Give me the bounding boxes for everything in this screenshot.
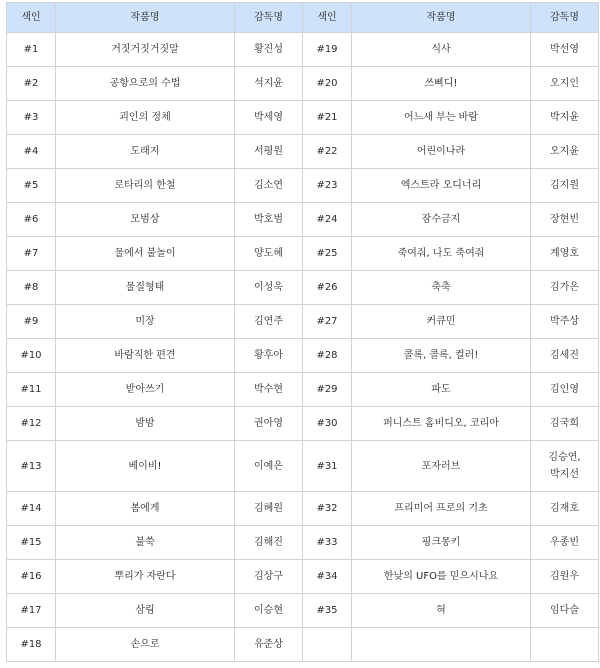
header-row: [7, 3, 599, 33]
director-cell: 권아영: [235, 407, 303, 441]
table-row: [7, 135, 599, 169]
title-cell: 축축: [352, 271, 531, 305]
index-cell: #5: [7, 169, 56, 203]
index-cell: [303, 628, 352, 662]
table-row: [7, 492, 599, 526]
table-row: [7, 169, 599, 203]
index-cell: #26: [303, 271, 352, 305]
director-cell: 김세진: [531, 339, 599, 373]
index-cell: #10: [7, 339, 56, 373]
index-cell: #16: [7, 560, 56, 594]
title-cell: 모범상: [56, 203, 235, 237]
title-cell: 혀: [352, 594, 531, 628]
header-index-right: 색인: [303, 3, 352, 33]
film-list-table: [6, 2, 599, 662]
title-cell: 프리미어 프로의 기초: [352, 492, 531, 526]
title-cell: 핑크몽키: [352, 526, 531, 560]
title-cell: 불쑥: [56, 526, 235, 560]
table-row: [7, 407, 599, 441]
director-cell: 서평원: [235, 135, 303, 169]
director-cell: 김지원: [531, 169, 599, 203]
director-cell: 임다슬: [531, 594, 599, 628]
director-cell: 장현빈: [531, 203, 599, 237]
index-cell: #34: [303, 560, 352, 594]
director-cell: 박호범: [235, 203, 303, 237]
table-row: [7, 271, 599, 305]
director-cell: 유준상: [235, 628, 303, 662]
director-cell: 박지윤: [531, 101, 599, 135]
index-cell: #7: [7, 237, 56, 271]
index-cell: #6: [7, 203, 56, 237]
table-row: [7, 101, 599, 135]
header-director-right: 감독명: [531, 3, 599, 33]
header-title-left: 작품명: [56, 3, 235, 33]
index-cell: #23: [303, 169, 352, 203]
title-cell: 바람직한 편견: [56, 339, 235, 373]
index-cell: #1: [7, 33, 56, 67]
index-cell: #30: [303, 407, 352, 441]
director-cell: 이예은: [235, 441, 303, 492]
director-cell: 김인영: [531, 373, 599, 407]
table-row: [7, 594, 599, 628]
header-index-left: 색인: [7, 3, 56, 33]
title-cell: 손으로: [56, 628, 235, 662]
table-row: [7, 373, 599, 407]
title-cell: 도래지: [56, 135, 235, 169]
director-cell: 박선영: [531, 33, 599, 67]
index-cell: #33: [303, 526, 352, 560]
index-cell: #14: [7, 492, 56, 526]
index-cell: #17: [7, 594, 56, 628]
title-cell: 죽여줘, 나도 죽여줘: [352, 237, 531, 271]
director-cell: 김승연, 박지선: [531, 441, 599, 492]
director-cell: 이성욱: [235, 271, 303, 305]
index-cell: #20: [303, 67, 352, 101]
title-cell: 커큐민: [352, 305, 531, 339]
director-cell: 석지윤: [235, 67, 303, 101]
header-title-right: 작품명: [352, 3, 531, 33]
table-row: [7, 628, 599, 662]
title-cell: 엑스트라 오디너리: [352, 169, 531, 203]
index-cell: #21: [303, 101, 352, 135]
index-cell: #12: [7, 407, 56, 441]
index-cell: #29: [303, 373, 352, 407]
director-cell: 김혜원: [235, 492, 303, 526]
title-cell: 거짓거짓거짓말: [56, 33, 235, 67]
title-cell: 봄에게: [56, 492, 235, 526]
index-cell: #27: [303, 305, 352, 339]
table-row: [7, 441, 599, 492]
title-cell: 로타리의 한철: [56, 169, 235, 203]
title-cell: 식사: [352, 33, 531, 67]
title-cell: 물질형태: [56, 271, 235, 305]
director-cell: 김소연: [235, 169, 303, 203]
director-cell: 박주상: [531, 305, 599, 339]
index-cell: #15: [7, 526, 56, 560]
director-cell: 김원우: [531, 560, 599, 594]
table-row: [7, 526, 599, 560]
director-cell: 양도혜: [235, 237, 303, 271]
index-cell: #35: [303, 594, 352, 628]
title-cell: 밤밤: [56, 407, 235, 441]
title-cell: 콜록, 콜록, 컬러!: [352, 339, 531, 373]
title-cell: [352, 628, 531, 662]
title-cell: 공항으로의 수법: [56, 67, 235, 101]
title-cell: 쓰삐디!: [352, 67, 531, 101]
index-cell: #24: [303, 203, 352, 237]
director-cell: 오지인: [531, 67, 599, 101]
title-cell: 퍼니스트 홈비디오, 코리아: [352, 407, 531, 441]
index-cell: #31: [303, 441, 352, 492]
title-cell: 어린이나라: [352, 135, 531, 169]
director-cell: 김국희: [531, 407, 599, 441]
title-cell: 베이비!: [56, 441, 235, 492]
index-cell: #32: [303, 492, 352, 526]
director-cell: 우종빈: [531, 526, 599, 560]
director-cell: 오지윤: [531, 135, 599, 169]
title-cell: 미장: [56, 305, 235, 339]
director-cell: 김가은: [531, 271, 599, 305]
index-cell: #2: [7, 67, 56, 101]
director-cell: 김상구: [235, 560, 303, 594]
index-cell: #22: [303, 135, 352, 169]
table-row: [7, 203, 599, 237]
title-cell: 받아쓰기: [56, 373, 235, 407]
table-row: [7, 67, 599, 101]
director-cell: 계영호: [531, 237, 599, 271]
title-cell: 잠수금지: [352, 203, 531, 237]
index-cell: #3: [7, 101, 56, 135]
index-cell: #13: [7, 441, 56, 492]
index-cell: #8: [7, 271, 56, 305]
title-cell: 어느새 부는 바람: [352, 101, 531, 135]
index-cell: #4: [7, 135, 56, 169]
director-cell: 김재호: [531, 492, 599, 526]
title-cell: 파도: [352, 373, 531, 407]
title-cell: 포자러브: [352, 441, 531, 492]
index-cell: #9: [7, 305, 56, 339]
table-row: [7, 560, 599, 594]
title-cell: 뿌리가 자란다: [56, 560, 235, 594]
director-cell: 김연주: [235, 305, 303, 339]
index-cell: #25: [303, 237, 352, 271]
table-row: [7, 305, 599, 339]
title-cell: 한낮의 UFO를 믿으시나요: [352, 560, 531, 594]
director-cell: 황후아: [235, 339, 303, 373]
index-cell: #18: [7, 628, 56, 662]
header-director-left: 감독명: [235, 3, 303, 33]
director-cell: 이승현: [235, 594, 303, 628]
index-cell: #28: [303, 339, 352, 373]
index-cell: #11: [7, 373, 56, 407]
director-cell: 황진성: [235, 33, 303, 67]
title-cell: 괴인의 정체: [56, 101, 235, 135]
director-cell: [531, 628, 599, 662]
index-cell: #19: [303, 33, 352, 67]
director-cell: 박수현: [235, 373, 303, 407]
table-row: [7, 237, 599, 271]
title-cell: 물에서 불놀이: [56, 237, 235, 271]
title-cell: 삼림: [56, 594, 235, 628]
table-row: [7, 33, 599, 67]
director-cell: 김해진: [235, 526, 303, 560]
director-cell: 박세영: [235, 101, 303, 135]
table-row: [7, 339, 599, 373]
